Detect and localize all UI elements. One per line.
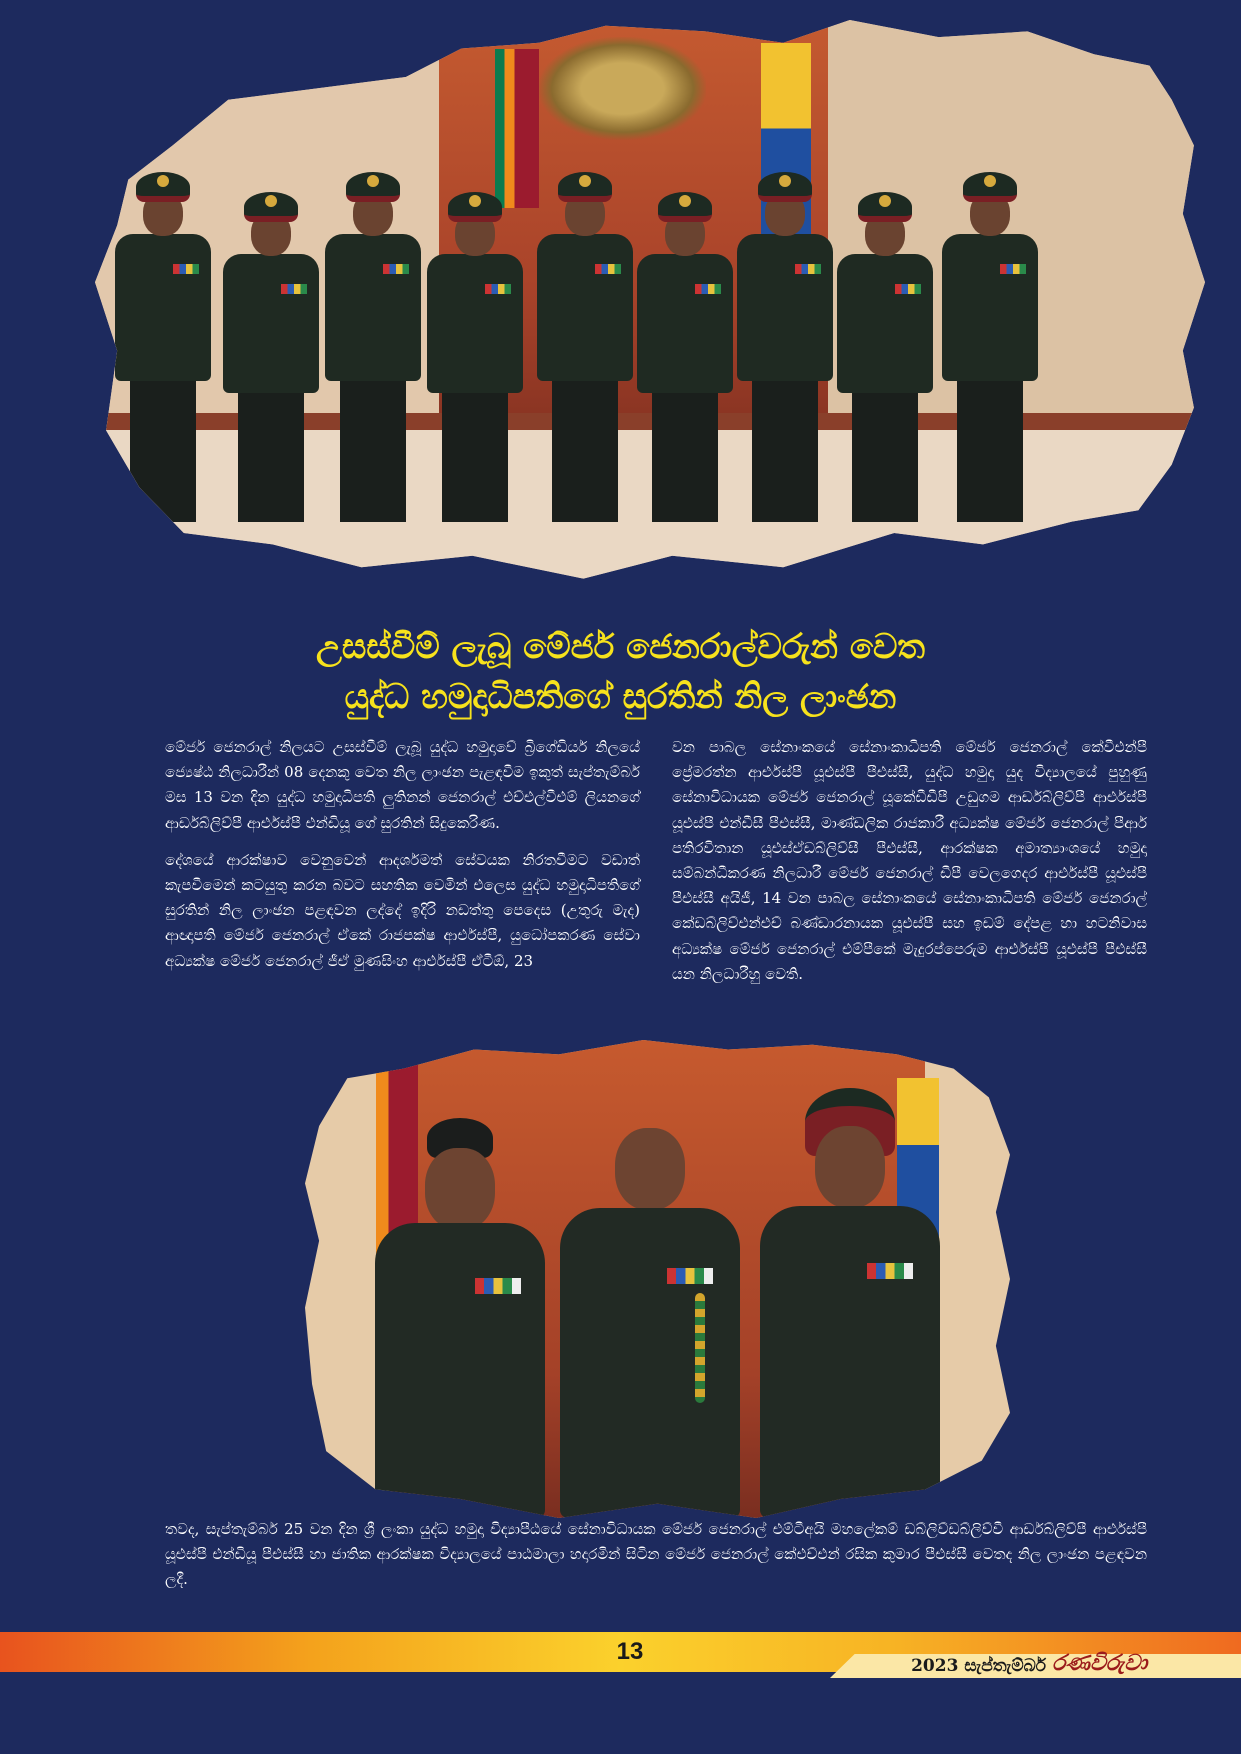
officer-trousers	[238, 393, 304, 522]
army-crest	[539, 37, 706, 140]
issue-date: 2023 සැප්තැම්බර්	[911, 1656, 1046, 1676]
officer-figure	[221, 192, 321, 522]
officer-uniform	[427, 254, 523, 393]
officer-uniform	[223, 254, 319, 393]
officer-uniform	[837, 254, 933, 393]
officer-figure	[755, 1088, 945, 1518]
officer-figure	[555, 1108, 745, 1518]
officer-trousers	[957, 381, 1023, 522]
officer-uniform	[942, 234, 1038, 381]
body-paragraph: වන පාබල සේනාංකයේ සේනාංකාධිපති මේජර් ජෙනරාල් කේවීඑන්පී ප්‍රේමරත්න ආර්එස්පී යූඑස්පී පීඑස්සී, යුද්ධ හමුදා යුද විද්‍යාලයේ පුහුණු සේනාවිධායක මේජර් ජෙනරාල් යූකේඩීඩීපී උඩුගම ආර්ඩබ්ලිව්පී ආර්එස්පී යූඑස්පී එන්ඩීසී පීඑස්සී, මාණ්ඩලික රාජකාරී අධ්‍යක්ෂ මේජර් ජෙනරාල් පීආර් පතිරවිතාන යූඑස්ඒඩබ්ලිව්සී පීඑස්සී, ආරක්ෂක අමාත්‍යාංශයේ හමුදා සම්බන්ධීකරණ නිලධාරී මේජර් ජෙනරාල් ඩීපී වෙලගෙදර ආර්එස්පී යූඑස්පී පීඑස්සී අයිජී, 14 වන පාබල සේනාංකයේ සේනාංකාධිපති මේජර් ජෙනරාල් කේඩබ්ලිව්එන්එච් බණ්ඩාරනායක යූඑස්පී සහ ඉඩම් දේපළ හා හටනිවාස අධ්‍යක්ෂ මේජර් ජෙනරාල් එම්පීකේ මැදුරප්පෙරුම ආර්එස්පී යූඑස්පී පීඑස්සී යන නිලධාරීහු වෙති.	[672, 738, 1147, 983]
peaked-cap	[858, 192, 912, 222]
medal-ribbons	[695, 284, 721, 294]
magazine-logo: රණවිරුවා	[1052, 1651, 1148, 1676]
officer-figure	[425, 192, 525, 522]
medal-ribbons	[595, 264, 621, 274]
officer-trousers	[552, 381, 618, 522]
officer-figure	[940, 172, 1040, 522]
peaked-cap	[963, 172, 1017, 202]
peaked-cap	[136, 172, 190, 202]
officer-trousers	[340, 381, 406, 522]
officer-trousers	[652, 393, 718, 522]
national-flag	[495, 49, 539, 209]
officer-trousers	[852, 393, 918, 522]
officer-head	[615, 1128, 685, 1210]
medal-ribbons	[383, 264, 409, 274]
medal-ribbons	[281, 284, 307, 294]
officer-figure	[535, 172, 635, 522]
officer-trousers	[130, 381, 196, 522]
officer-uniform	[760, 1206, 940, 1518]
officer-uniform	[325, 234, 421, 381]
officer-head	[815, 1126, 885, 1208]
officer-uniform	[537, 234, 633, 381]
medal-ribbons	[485, 284, 511, 294]
headline-line-2: යුද්ධ හමුදාධිපතිගේ සුරතින් නිල ලාංඡන	[344, 677, 897, 717]
body-paragraph: තවද, සැප්තැම්බර් 25 වන දින ශ්‍රී ලංකා යුද්ධ හමුදා විද්‍යාපීඨයේ සේනාවිධායක මේජර් ජෙනරාල් එම්ටීඅයි මහලේකම් ඩබ්ලිව්ඩබ්ලිව්වී ආර්ඩබ්ලිව්පී ආර්එස්පී යූඑස්පී එන්ඩියූ පීඑස්සී හා ජාතික ආරක්ෂක විද්‍යාලයේ පාඨමාලා හදාරමින් සිටින මේජර් ජෙනරාල් කේඑච්එන් රසික කුමාර පීඑස්සී වෙතද නිල ලාංඡන පළඳවන ලදී.	[165, 1520, 1147, 1589]
medal-ribbons	[795, 264, 821, 274]
officer-head	[425, 1148, 495, 1230]
top-group-photo	[95, 20, 1205, 590]
officer-uniform	[375, 1223, 545, 1518]
medal-ribbons	[475, 1278, 521, 1294]
body-paragraph: මේජර් ජෙනරාල් නිලයට උසස්වීම් ලැබූ යුද්ධ හමුදාවේ බ්‍රිගේඩියර් නිලයේ ජ්‍යෙෂ්ඨ නිලධාරීන් 08 දෙනකු වෙත නිල ලාංඡන පැළඳවීම ඉකුත් සැප්තැම්බර් මස 13 වන දින යුද්ධ හමුදාධිපති ලුතිනන් ජෙනරාල් එච්එල්වීඑම් ලියනගේ ආර්ඩබ්ලිව්පී ආර්එස්පී එන්ඩියූ ගේ සුරතින් සිදුකෙරිණ.	[165, 738, 640, 832]
officer-uniform	[560, 1208, 740, 1518]
page-number: 13	[616, 1638, 644, 1665]
medal-ribbons	[173, 264, 199, 274]
peaked-cap	[758, 172, 812, 202]
officer-figure	[323, 172, 423, 522]
officer-figure	[365, 1118, 555, 1518]
medal-ribbons	[895, 284, 921, 294]
officer-figure	[835, 192, 935, 522]
aiguillette	[695, 1293, 705, 1403]
right-column	[672, 735, 1147, 999]
medal-ribbons	[867, 1263, 913, 1279]
peaked-cap	[448, 192, 502, 222]
peaked-cap	[244, 192, 298, 222]
officer-trousers	[442, 393, 508, 522]
bottom-text	[165, 1517, 1147, 1605]
peaked-cap	[658, 192, 712, 222]
officer-uniform	[115, 234, 211, 381]
left-column	[165, 735, 640, 986]
medal-ribbons	[1000, 264, 1026, 274]
officer-figure	[735, 172, 835, 522]
peaked-cap	[346, 172, 400, 202]
peaked-cap	[558, 172, 612, 202]
officer-uniform	[637, 254, 733, 393]
headline-line-1: උසස්වීම් ලැබූ මේජර් ජෙනරාල්වරුන් වෙත	[315, 627, 926, 667]
officer-figure	[113, 172, 213, 522]
body-paragraph: දේශයේ ආරක්ෂාව වෙනුවෙන් ආදර්ශමත් සේවයක නිරතවීමට වඩාත් කැපවීමෙන් කටයුතු කරන බවට සහතික වෙමින් එලෙස යුද්ධ හමුදාධිපතිගේ සුරතින් නිල ලාංඡන පළඳවන ලද්දේ ඉදිරි නඩත්තු පෙදෙස (උතුරු මැද) ආඥාපති මේජර් ජෙනරාල් ඒකේ රාජපක්ෂ ආර්එස්පී, යුධෝපකරණ සේවා අධ්‍යක්ෂ මේජර් ජෙනරාල් ජීඒ මුණසිංහ ආර්එස්පී ඒටීඕ, 23	[165, 850, 640, 970]
officer-figure	[635, 192, 735, 522]
officer-trousers	[752, 381, 818, 522]
bottom-photo	[305, 1040, 1010, 1518]
medal-ribbons	[667, 1268, 713, 1284]
officer-uniform	[737, 234, 833, 381]
